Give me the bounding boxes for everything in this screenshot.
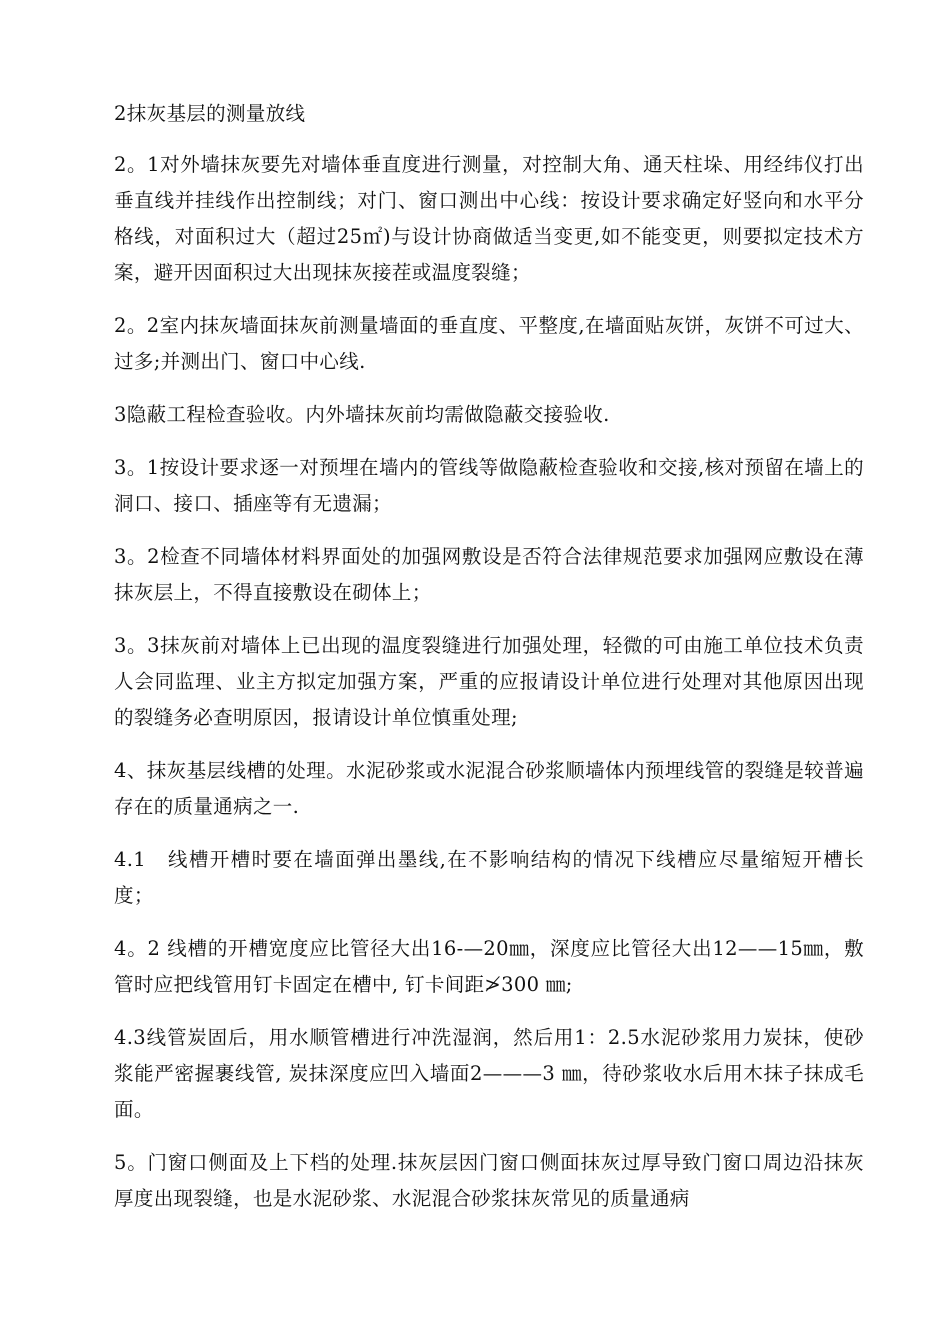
paragraph-3-2: 3。2检查不同墙体材料界面处的加强网敷设是否符合法律规范要求加强网应敷设在薄抹灰层上，不得直接敷设在砌体上； — [114, 545, 864, 604]
document-page — [114, 96, 864, 1234]
paragraph-4-2: 4。2 线槽的开槽宽度应比管径大出16-—20㎜，深度应比管径大出12——15㎜，敷管时应把线管用钉卡固定在槽中, 钉卡间距≯300 ㎜; — [114, 937, 864, 996]
paragraph-4-1: 4.1 线槽开槽时要在墙面弹出墨线,在不影响结构的情况下线槽应尽量缩短开槽长度； — [114, 848, 864, 907]
paragraph-2-2: 2。2室内抹灰墙面抹灰前测量墙面的垂直度、平整度,在墙面贴灰饼，灰饼不可过大、过多;并测出门、窗口中心线. — [114, 314, 864, 373]
section-heading-2: 2抹灰基层的测量放线 — [114, 102, 306, 125]
paragraph-3-3: 3。3抹灰前对墙体上已出现的温度裂缝进行加强处理，轻微的可由施工单位技术负责人会同监理、业主方拟定加强方案，严重的应报请设计单位进行处理对其他原因出现的裂缝务必查明原因，报请设计单位慎重处理; — [114, 634, 864, 729]
section-heading-5: 5。门窗口侧面及上下档的处理.抹灰层因门窗口侧面抹灰过厚导致门窗口周边沿抹灰厚度出现裂缝，也是水泥砂浆、水泥混合砂浆抹灰常见的质量通病 — [114, 1151, 864, 1210]
paragraph-3-1: 3。1按设计要求逐一对预埋在墙内的管线等做隐蔽检查验收和交接,核对预留在墙上的洞口、接口、插座等有无遗漏； — [114, 456, 864, 515]
paragraph-2-1: 2。1对外墙抹灰要先对墙体垂直度进行测量，对控制大角、通天柱垛、用经纬仪打出垂直线并挂线作出控制线；对门、窗口测出中心线：按设计要求确定好竖向和水平分格线，对面积过大（超过25㎡)与设计协商做适当变更,如不能变更，则要拟定技术方案，避开因面积过大出现抹灰接茬或温度裂缝； — [114, 153, 864, 284]
paragraph-4-3: 4.3线管炭固后，用水顺管槽进行冲洗湿润，然后用1：2.5水泥砂浆用力炭抹，使砂浆能严密握裹线管, 炭抹深度应凹入墙面2———3 ㎜，待砂浆收水后用木抹子抹成毛面。 — [114, 1026, 864, 1121]
section-heading-3: 3隐蔽工程检查验收。内外墙抹灰前均需做隐蔽交接验收. — [114, 403, 610, 426]
section-heading-4: 4、抹灰基层线槽的处理。水泥砂浆或水泥混合砂浆顺墙体内预埋线管的裂缝是较普遍存在的质量通病之一. — [114, 759, 864, 818]
